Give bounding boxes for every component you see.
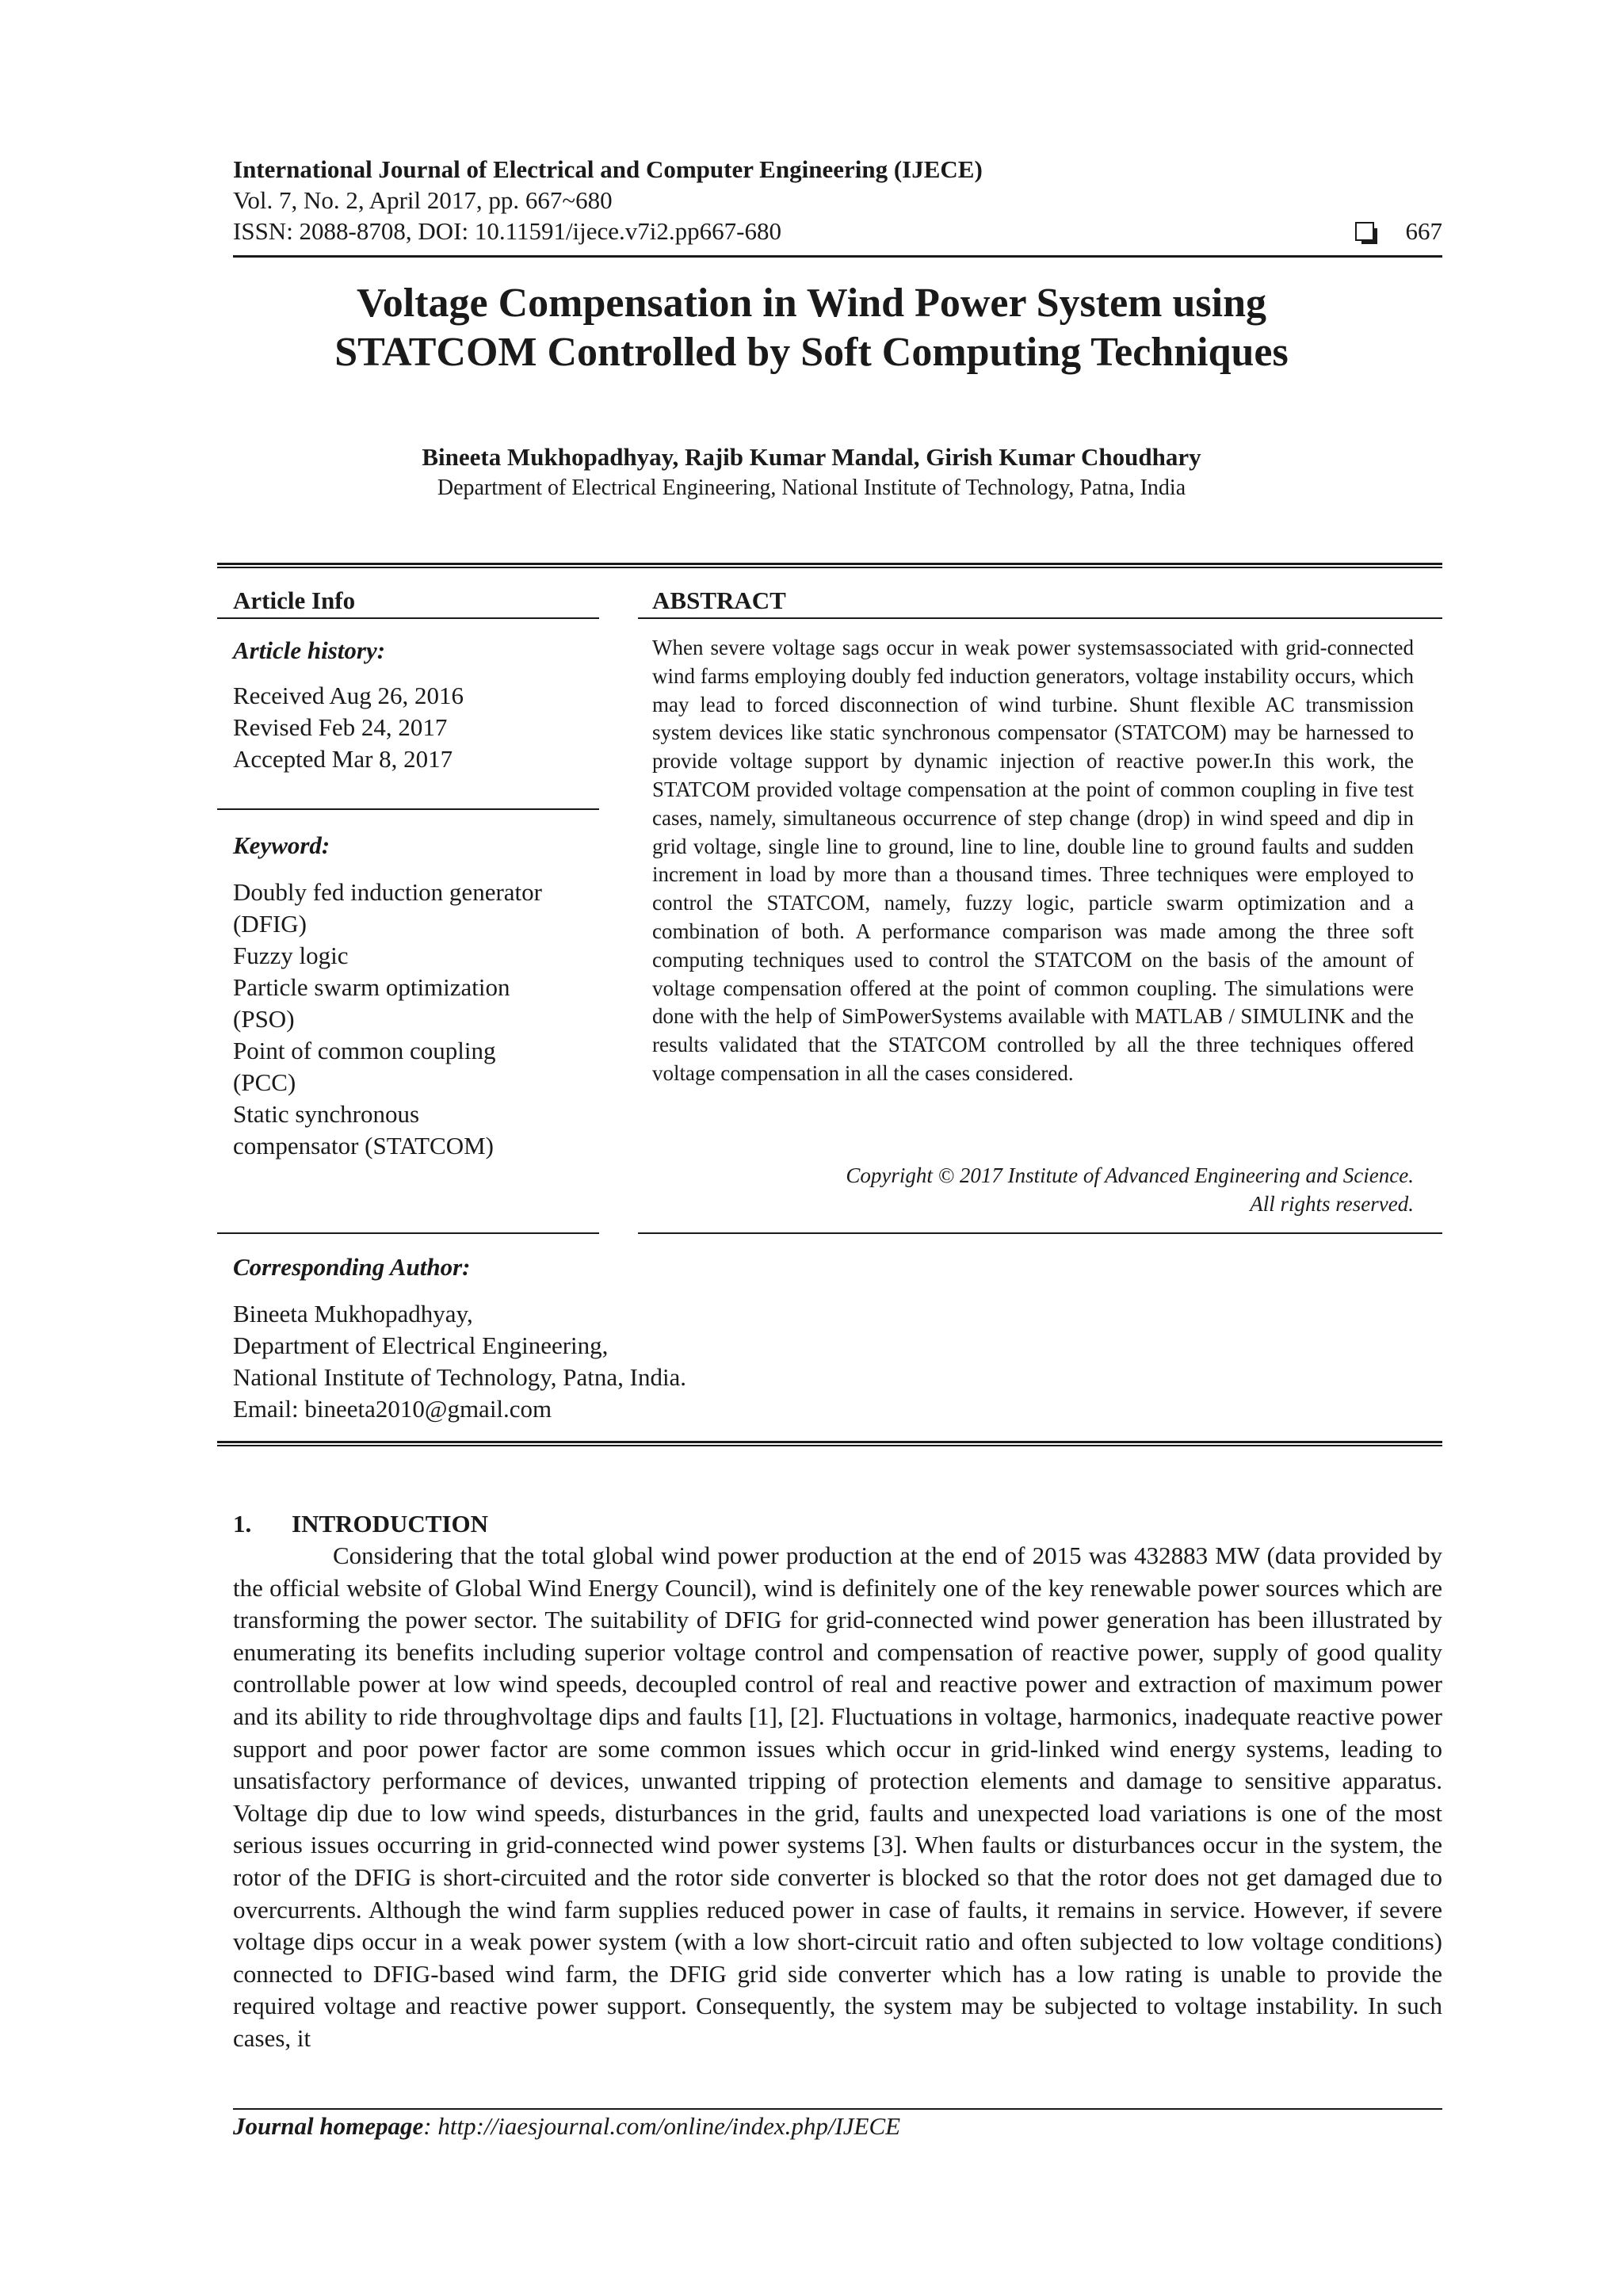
journal-name: International Journal of Electrical and Computer Engineering (IJECE) xyxy=(233,155,983,183)
accepted-date: Accepted Mar 8, 2017 xyxy=(233,745,453,773)
authors: Bineeta Mukhopadhyay, Rajib Kumar Mandal, Girish Kumar Choudhary xyxy=(422,443,1201,471)
introduction-text: Considering that the total global wind power production at the end of 2015 was 432883 MW (data provided by the official website of Global Wind Energy Council), wind is definitely one of the key renewable power sources which are transforming the power sector. The suitability of DFIG for grid-connected wind power generation has been illustrated by enumerating its benefits including superior voltage control and compensation of reactive power, supply of good quality controllable power at low wind speeds, decoupled control of real and reactive power and extraction of maximum power and its ability to ride throughvoltage dips and faults [1], [2]. Fluctuations in voltage, harmonics, inadequate reactive power support and poor power factor are some common issues which occur in grid-linked wind energy systems, leading to unsatisfactory performance of devices, unwanted tripping of protection elements and damage to sensitive apparatus. Voltage dip due to low wind speeds, disturbances in the grid, faults and unexpected load variations is one of the most serious issues occurring in grid-connected wind power systems [3]. When faults or disturbances occur in the system, the rotor of the DFIG is short-circuited and the rotor side converter is blocked so that the rotor does not get damaged due to overcurrents. Although the wind farm supplies reduced power in case of faults, it remains in service. However, if severe voltage dips occur in a weak power system (with a low short-circuit ratio and often subjected to low voltage conditions) connected to DFIG-based wind farm, the DFIG grid side converter which has a low rating is unable to provide the required voltage and reactive power support. Consequently, the system may be subjected to voltage instability. In such cases, it xyxy=(233,1541,1442,2052)
journal-homepage xyxy=(233,2111,900,2141)
keyword-heading: Keyword: xyxy=(233,831,330,859)
copyright-line-1: Copyright © 2017 Institute of Advanced Engineering and Science. xyxy=(846,1163,1414,1187)
page-number: 667 xyxy=(1405,217,1442,245)
abstract-text: When severe voltage sags occur in weak power systemsassociated with grid-connected wind farms employing doubly fed induction generators, voltage instability occurs, which may lead to forced disconnection of wind turbine. Shunt flexible AC transmission system devices like static synchronous compensator (STATCOM) may be harnessed to provide voltage support by dynamic injection of reactive power.In this work, the STATCOM provided voltage compensation at the point of common coupling in five test cases, namely, simultaneous occurrence of step change (drop) in wind speed and dip in grid voltage, single line to ground, line to line, double line to ground faults and sudden increment in load by more than a thousand times. Three techniques were employed to control the STATCOM, namely, fuzzy logic, particle swarm optimization and a combination of both. A performance comparison was made among the three soft computing techniques used to control the STATCOM on the basis of the amount of voltage compensation offered at the point of common coupling. The simulations were done with the help of SimPowerSystems available with MATLAB / SIMULINK and the results validated that the STATCOM controlled by all the three techniques offered voltage compensation in all the cases considered. xyxy=(652,636,1414,1085)
abstract-bottom-rule xyxy=(638,1232,1442,1234)
keywords-section xyxy=(233,831,599,1162)
keyword-line: (PCC) xyxy=(233,1068,296,1096)
copyright-line-2: All rights reserved. xyxy=(1250,1192,1414,1216)
keyword-line: compensator (STATCOM) xyxy=(233,1132,494,1159)
introduction-heading xyxy=(233,1509,488,1539)
keyword-line: Point of common coupling xyxy=(233,1037,496,1064)
article-history xyxy=(233,636,599,775)
keywords-rule xyxy=(217,1232,599,1234)
received-date: Received Aug 26, 2016 xyxy=(233,682,464,709)
corresponding-author xyxy=(233,1252,1342,1425)
journal-issn-row xyxy=(233,216,1442,246)
section-number: 1. xyxy=(233,1510,252,1538)
paper-title xyxy=(158,279,1465,377)
header-rule xyxy=(233,255,1442,258)
keyword-line: Particle swarm optimization xyxy=(233,973,510,1001)
section-title: INTRODUCTION xyxy=(292,1510,489,1538)
journal-header xyxy=(233,154,1442,246)
keyword-line: Static synchronous xyxy=(233,1100,420,1128)
author-email: Email: bineeta2010@gmail.com xyxy=(233,1395,552,1423)
revised-date: Revised Feb 24, 2017 xyxy=(233,713,448,741)
journal-volume: Vol. 7, No. 2, April 2017, pp. 667~680 xyxy=(233,186,613,214)
journal-issn-doi: ISSN: 2088-8708, DOI: 10.11591/ijece.v7i2.pp667-680 xyxy=(233,217,781,245)
abstract-heading: ABSTRACT xyxy=(652,586,786,614)
page-number-group xyxy=(1355,216,1443,246)
article-info-rule xyxy=(217,617,599,619)
corresponding-author-heading: Corresponding Author: xyxy=(233,1253,471,1281)
keyword-line: Doubly fed induction generator xyxy=(233,878,542,906)
article-history-heading: Article history: xyxy=(233,636,386,664)
article-info-heading-wrap xyxy=(233,586,599,616)
abstract-top-rule xyxy=(638,617,1442,619)
keyword-line: (DFIG) xyxy=(233,910,307,938)
author-institute: National Institute of Technology, Patna, India. xyxy=(233,1363,687,1391)
author-name: Bineeta Mukhopadhyay, xyxy=(233,1300,473,1328)
title-line-1: Voltage Compensation in Wind Power System using xyxy=(356,281,1267,326)
footer-rule xyxy=(233,2108,1442,2110)
homepage-url[interactable]: : http://iaesjournal.com/online/index.php/IJECE xyxy=(423,2112,901,2140)
box-icon xyxy=(1355,222,1374,241)
title-line-2: STATCOM Controlled by Soft Computing Techniques xyxy=(334,330,1289,375)
history-rule xyxy=(217,808,599,810)
info-bottom-rule xyxy=(217,1441,1442,1446)
affiliation: Department of Electrical Engineering, National Institute of Technology, Patna, India xyxy=(437,476,1186,500)
keyword-line: Fuzzy logic xyxy=(233,942,349,969)
article-info-heading: Article Info xyxy=(233,586,356,614)
info-top-rule xyxy=(217,563,1442,568)
keyword-line: (PSO) xyxy=(233,1005,295,1033)
homepage-label: Journal homepage xyxy=(233,2112,424,2140)
author-department: Department of Electrical Engineering, xyxy=(233,1331,609,1359)
copyright-notice xyxy=(652,1161,1414,1218)
